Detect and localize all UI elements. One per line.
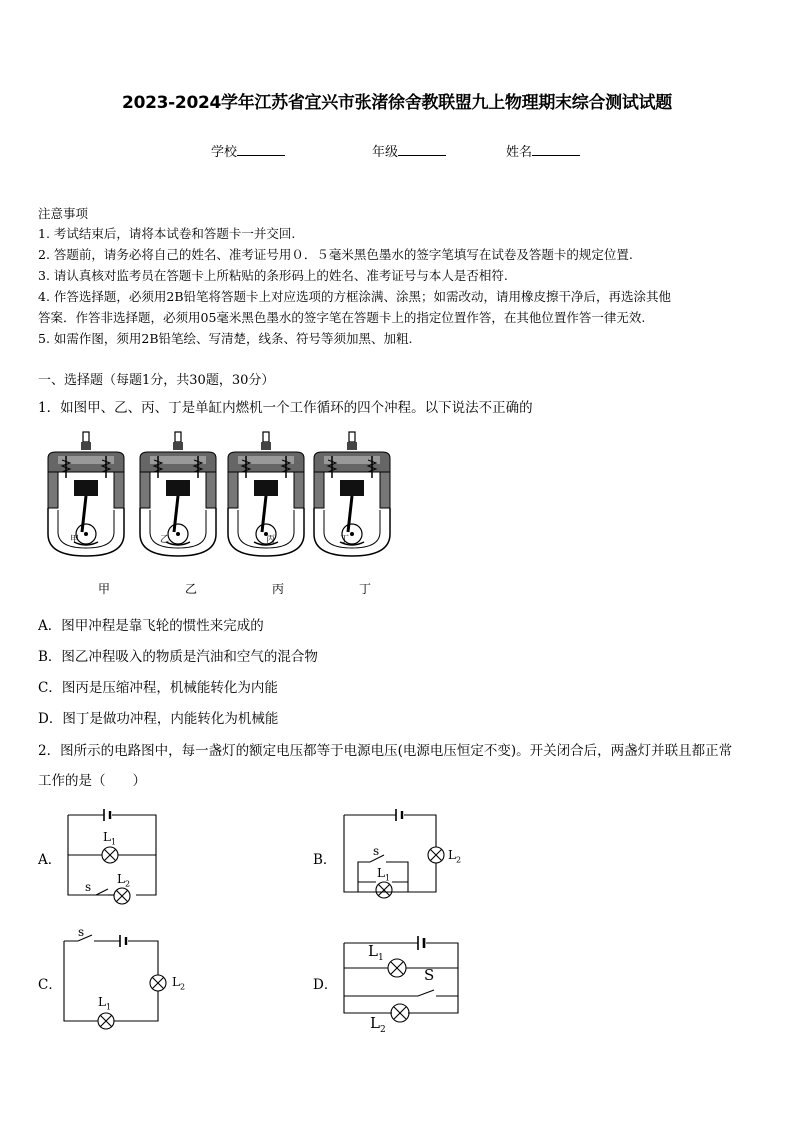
notice-item: 答案．作答非选择题，必须用05毫米黑色墨水的签字笔在答题卡上的指定位置作答，在其他位置作答一律无效. bbox=[38, 310, 646, 325]
circuit-option-b[interactable]: B． bbox=[313, 852, 337, 868]
circuit-c bbox=[60, 925, 170, 1035]
option-d[interactable]: D．图丁是做功冲程，内能转化为机械能 bbox=[38, 711, 279, 727]
school-blank[interactable] bbox=[237, 143, 285, 156]
engine-inner-label: 乙 bbox=[160, 535, 170, 545]
circuit-option-a[interactable]: A． bbox=[38, 852, 62, 868]
option-a[interactable]: A．图甲冲程是靠飞轮的惯性来完成的 bbox=[38, 618, 264, 634]
engine-caption: 乙 bbox=[185, 582, 198, 596]
label-l1: $L_1$ bbox=[377, 866, 391, 883]
name-blank[interactable] bbox=[532, 143, 580, 156]
label-s: S bbox=[424, 966, 435, 984]
label-l1: $L_1$ bbox=[98, 995, 112, 1012]
engine-strokes-figure bbox=[44, 430, 404, 570]
name-field bbox=[506, 141, 580, 160]
circuit-a bbox=[60, 800, 170, 910]
label-s: s bbox=[85, 880, 92, 894]
engine-caption: 甲 bbox=[98, 582, 111, 596]
option-c[interactable]: C．图丙是压缩冲程，机械能转化为内能 bbox=[38, 680, 278, 696]
label-l2: $L_2$ bbox=[172, 975, 186, 992]
notice-item: 1. 考试结束后，请将本试卷和答题卡一并交回. bbox=[38, 226, 296, 241]
school-label: 学校 bbox=[211, 145, 238, 160]
label-l1: $L_1$ bbox=[368, 942, 384, 963]
circuit-option-d[interactable]: D． bbox=[313, 977, 338, 993]
label-s: s bbox=[373, 844, 380, 858]
question-1-stem: 1．如图甲、乙、丙、丁是单缸内燃机一个工作循环的四个冲程。以下说法不正确的 bbox=[38, 400, 533, 416]
engine-caption: 丁 bbox=[359, 582, 372, 596]
engine-inner-label: 甲 bbox=[70, 535, 80, 545]
notice-item: 4. 作答选择题，必须用2B铅笔将答题卡上对应选项的方框涂满、涂黑；如需改动，请用橡皮擦干净后，再选涂其他 bbox=[38, 289, 672, 304]
question-2-stem: 工作的是（ ） bbox=[38, 773, 146, 789]
engine-inner-label: 丙 bbox=[266, 535, 276, 545]
notice-item: 5. 如需作图，须用2B铅笔绘、写清楚，线条、符号等须加黑、加粗. bbox=[38, 331, 413, 346]
option-b[interactable]: B．图乙冲程吸入的物质是汽油和空气的混合物 bbox=[38, 649, 318, 665]
school-field bbox=[211, 141, 285, 160]
circuit-option-c[interactable]: C． bbox=[38, 977, 62, 993]
page-title: 2023-2024学年江苏省宜兴市张渚徐舍教联盟九上物理期末综合测试试题 bbox=[122, 93, 672, 113]
grade-blank[interactable] bbox=[398, 143, 446, 156]
notice-item: 2. 答题前，请务必将自己的姓名、准考证号用０．５毫米黑色墨水的签字笔填写在试卷及答题卡的规定位置. bbox=[38, 247, 633, 262]
label-l2: $L_2$ bbox=[448, 848, 462, 865]
circuit-d bbox=[340, 928, 465, 1028]
label-s: s bbox=[78, 925, 85, 939]
section-heading: 一、选择题（每题1分，共30题，30分） bbox=[38, 373, 275, 388]
question-2-stem: 2．图所示的电路图中，每一盏灯的额定电压都等于电源电压(电源电压恒定不变)。开关闭合后，两盏灯并联且都正常 bbox=[38, 743, 733, 759]
grade-label: 年级 bbox=[372, 145, 399, 160]
name-label: 姓名 bbox=[506, 145, 533, 160]
notice-heading: 注意事项 bbox=[38, 206, 89, 221]
grade-field bbox=[372, 141, 446, 160]
notice-item: 3. 请认真核对监考员在答题卡上所粘贴的条形码上的姓名、准考证号与本人是否相符. bbox=[38, 268, 508, 283]
label-l2: $L_2$ bbox=[370, 1014, 386, 1035]
engine-caption: 丙 bbox=[272, 582, 285, 596]
label-l2: $L_2$ bbox=[117, 872, 131, 889]
label-l1: $L_1$ bbox=[103, 830, 117, 847]
engine-inner-label: 丁 bbox=[340, 535, 350, 545]
circuit-b bbox=[340, 800, 450, 910]
